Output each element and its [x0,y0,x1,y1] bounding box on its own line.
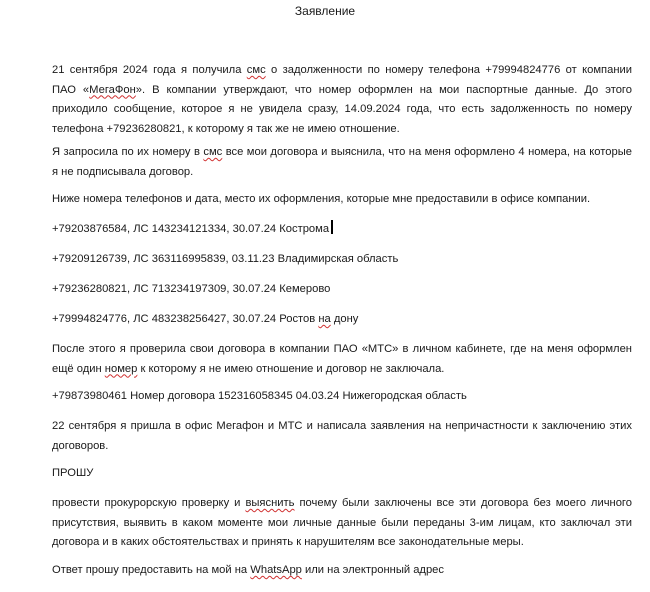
paragraph-sms-debt [52,61,632,139]
phone-entry-4: +79994824776, ЛС 483238256427, 30.07.24 Ростов на дону [52,313,359,325]
spellcheck-word: выяснить [245,497,295,509]
paragraph-office-visit [52,417,632,456]
phone-entry-2: +79209126739, ЛС 363116995839, 03.11.23 Владимирская область [52,253,399,265]
text-line: договора и в каких обстоятельствах и принять к нарушителям все законодательные меры. [52,536,524,548]
spellcheck-word: WhatsApp [250,564,302,576]
document-title: Заявление [294,4,356,18]
text-line: После этого я проверила свои договора в компании ПАО «МТС» в личном кабинете, где на меня оформлен [52,343,632,355]
text-line: присутствия, выявить в каком моменте мои личные данные были переданы 3-им лицам, кто заключал эти [52,516,632,529]
text-cursor [331,220,333,234]
request-heading: ПРОШУ [52,467,94,479]
text-line: приходило сообщение, которое я не увидела сразу, 14.09.2024 года, что есть задолженность по номеру [52,103,632,115]
spellcheck-word: смс [203,146,223,158]
paragraph-mts [52,340,632,379]
text-line: провести прокурорскую проверку и выяснить почему были заключены все эти договора без моего личного [52,497,632,509]
text-line: 21 сентября 2024 года я получила смс о задолженности по номеру телефона +79994824776 от компании [52,64,632,76]
text-line: договоров. [52,439,109,452]
phone-entry-mts: +79873980461 Номер договора 152316058345 04.03.24 Нижегородская область [52,390,467,402]
paragraph-request [52,494,632,553]
text-line: ещё один номер к которому я не имею отношение и договор не заключала. [52,362,445,375]
text-line: телефона +79236280821, к которому я так же не имею отношение. [52,122,400,135]
text-line: я не подписывала договор. [52,165,194,178]
paragraph-contracts-request [52,143,632,182]
phone-entry-3: +79236280821, ЛС 713234197309, 30.07.24 Кемерово [52,283,331,295]
text-line: ПАО «МегаФон». В компании утверждают, что номер оформлен на мои паспортные данные. До этого [52,83,632,96]
phone-entry-1: +79203876584, ЛС 143234121334, 30.07.24 Кострома [52,220,632,240]
spellcheck-word: на [318,313,331,325]
text-line: Я запросила по их номеру в смс все мои договора и выяснила, что на меня оформлено 4 номера, на которые [52,146,632,158]
spellcheck-word: МегаФон [89,83,136,96]
spellcheck-word: номер [104,362,138,375]
paragraph-answer: Ответ прошу предоставить на мой на WhatsApp или на электронный адрес [52,564,445,576]
spellcheck-word: смс [246,64,266,76]
text-line: 22 сентября я пришла в офис Мегафон и МТС и написала заявления на непричастности к заключению этих [52,420,632,432]
paragraph-numbers-intro: Ниже номера телефонов и дата, место их оформления, которые мне предоставили в офисе компании. [52,193,591,205]
